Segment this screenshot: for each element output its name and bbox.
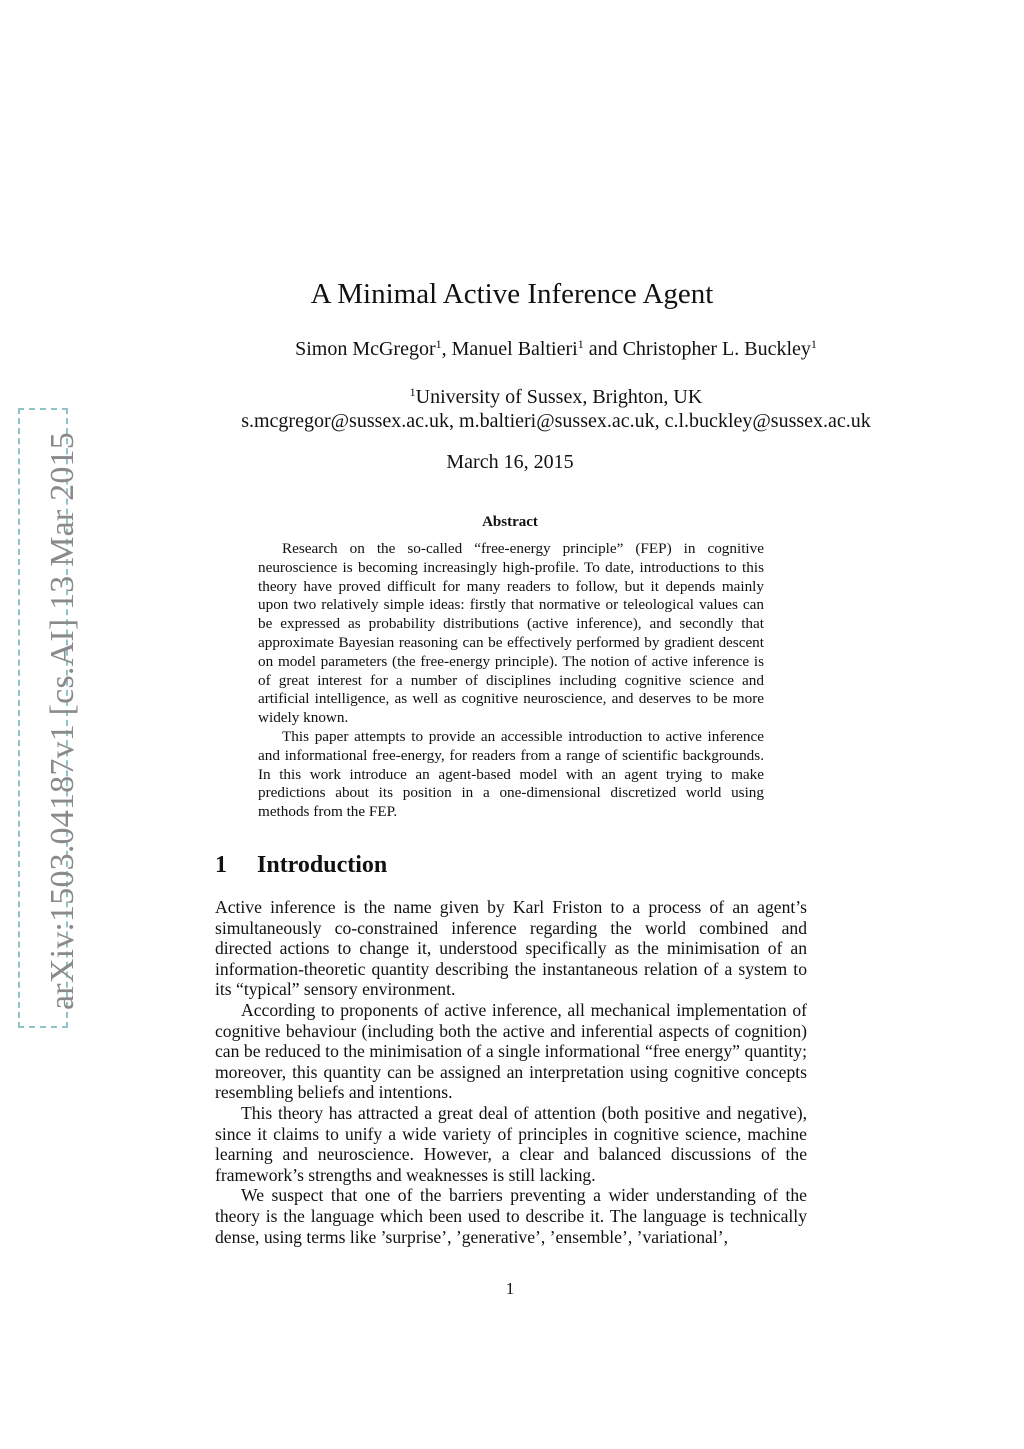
author-1: Simon McGregor <box>295 338 436 360</box>
section-heading <box>215 852 387 879</box>
arxiv-stamp: arXiv:1503.04187v1 [cs.AI] 13 Mar 2015 <box>44 432 81 1010</box>
page-number: 1 <box>505 1279 515 1298</box>
body-text <box>215 897 807 1247</box>
abstract <box>258 540 764 822</box>
body-paragraph: We suspect that one of the barriers preventing a wider understanding of the theory is the language which been used to describe it. The language is technically dense, using terms like ’surprise’, ’generative’, ’ensemble’, ’variational’, <box>215 1185 807 1247</box>
affiliation-text: University of Sussex, Brighton, UK <box>415 386 703 408</box>
paper-title: A Minimal Active Inference Agent <box>310 278 714 310</box>
body-paragraph: This theory has attracted a great deal of attention (both positive and negative), since it claims to unify a wide variety of principles in cognitive science, machine learning and neuroscience. However, a clear and balanced discussions of the framework’s strengths and weaknesses is still lacking. <box>215 1102 807 1185</box>
affiliation-mark: 1 <box>409 385 416 399</box>
section-title: Introduction <box>257 852 388 878</box>
author-2-affil-mark: 1 <box>577 337 584 351</box>
paper-date: March 16, 2015 <box>446 451 574 473</box>
author-1-affil-mark: 1 <box>435 337 442 351</box>
body-paragraph: Active inference is the name given by Karl Friston to a process of an agent’s simultaneously co-constrained inference regarding the world combined and directed actions to change it, understood specifically as the minimisation of an information-theoretic quantity describing the instantaneous relation of a system to its “typical” sensory environment. <box>215 897 807 1000</box>
section-number: 1 <box>215 852 227 878</box>
affiliation <box>0 385 1024 409</box>
author-2: Manuel Baltieri <box>451 338 578 360</box>
abstract-paragraph: Research on the so-called “free-energy principle” (FEP) in cognitive neuroscience is becoming increasingly high-profile. To date, introductions to this theory have proved difficult for many readers to follow, but it depends mainly upon two relatively simple ideas: firstly that normative or teleological values can be expressed as probability distributions (active inference), and secondly that approximate Bayesian reasoning can be effectively performed by gradient descent on model parameters (the free-energy principle). The notion of active inference is of great interest for a number of disciplines including cognitive science and artificial intelligence, as well as cognitive neuroscience, and deserves to be more widely known. <box>258 540 764 727</box>
author-list: Simon McGregor$^1$, Manuel Baltieri$^1$ and Christopher L. Buckley$^1$ <box>295 337 817 360</box>
author-3-affil-mark: 1 <box>810 337 817 351</box>
abstract-heading: Abstract <box>482 514 538 530</box>
body-paragraph: According to proponents of active inference, all mechanical implementation of cognitive behaviour (including both the active and inferential aspects of cognition) can be reduced to the minimisation of a single informational “free energy” quantity; moreover, this quantity can be assigned an interpretation using cognitive concepts resembling beliefs and intentions. <box>215 999 807 1103</box>
author-emails: s.mcgregor@sussex.ac.uk, m.baltieri@sussex.ac.uk, c.l.buckley@sussex.ac.uk <box>241 410 871 432</box>
abstract-paragraph: This paper attempts to provide an accessible introduction to active inference and informational free-energy, for readers from a range of scientific backgrounds. In this work introduce an agent-based model with an agent trying to make predictions about its position in a one-dimensional discretized world using methods from the FEP. <box>258 727 764 821</box>
author-3: Christopher L. Buckley <box>622 338 811 360</box>
